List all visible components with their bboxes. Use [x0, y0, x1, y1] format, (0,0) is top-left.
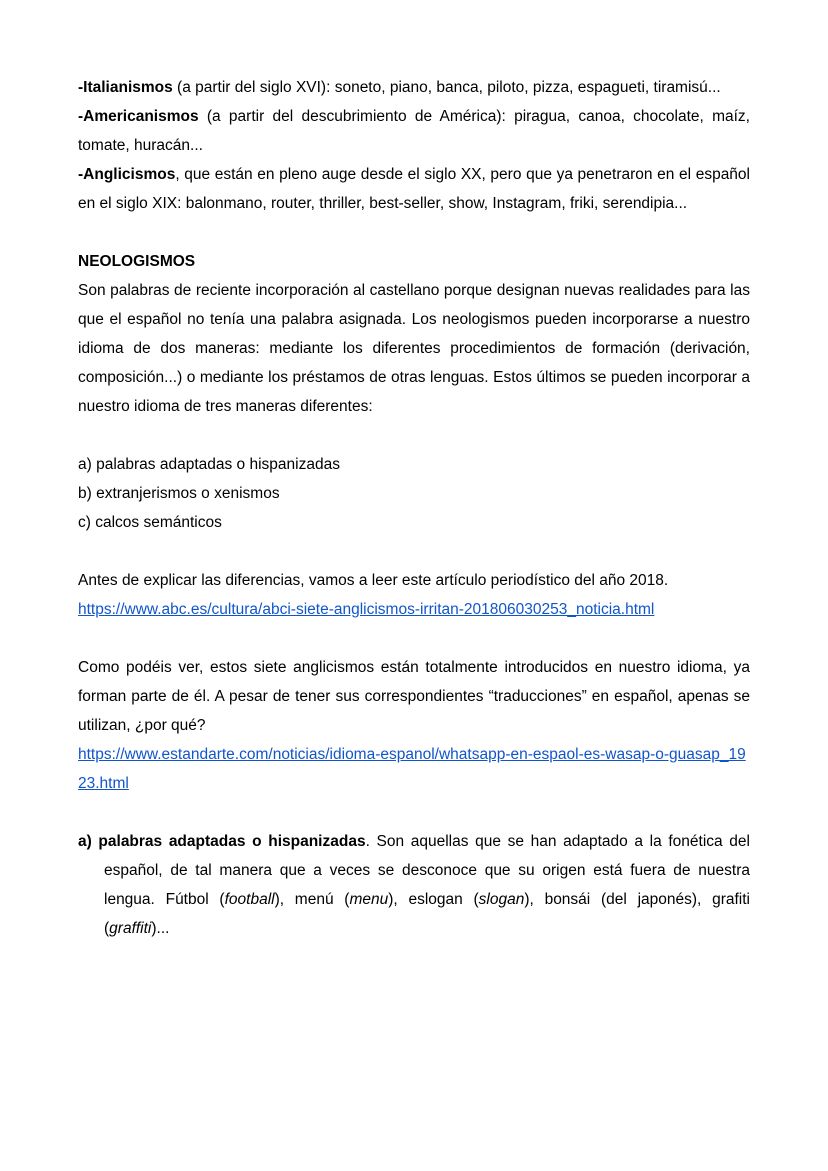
paragraph-spacer [78, 798, 750, 827]
text-segment: football [224, 891, 275, 908]
paragraph-italianismos [78, 73, 750, 102]
text-segment: , que están en pleno auge desde el siglo XX, pero que ya penetraron en el español en el siglo XIX: balonmano, router, thriller, best-seller, show, Instagram, friki, serendipia... [78, 166, 750, 212]
text-segment: )... [151, 920, 170, 937]
abc-article-link[interactable]: https://www.abc.es/cultura/abci-siete-anglicismos-irritan-201806030253_noticia.html [78, 601, 655, 618]
text-segment: a) palabras adaptadas o hispanizadas [78, 833, 366, 850]
paragraph-anglicismos [78, 160, 750, 218]
text-segment: b) extranjerismos o xenismos [78, 485, 280, 502]
list-item-a [78, 450, 750, 479]
text-segment: a) palabras adaptadas o hispanizadas [78, 456, 340, 473]
text-segment: NEOLOGISMOS [78, 253, 196, 270]
text-segment: Como podéis ver, estos siete anglicismos están totalmente introducidos en nuestro idioma, ya forman parte de él. A pesar de tener sus correspondientes “traducciones” en español, apenas se utilizan, ¿por qué? [78, 659, 750, 734]
text-segment: . Son aquellas que se han adaptado a la fonética del español, de tal manera que a veces se desconoce que su origen está fuera de nuestra lengua. Fútbol ( [104, 833, 750, 908]
paragraph-neologismos-definition [78, 276, 750, 421]
list-item-b [78, 479, 750, 508]
paragraph-adapted-words [78, 827, 750, 943]
text-segment: menu [349, 891, 389, 908]
text-segment: (a partir del siglo XVI): soneto, piano, banca, piloto, pizza, espagueti, tiramisú... [172, 79, 721, 96]
link-line-abc [78, 595, 750, 624]
text-segment: ), eslogan ( [388, 891, 479, 908]
text-segment: ), menú ( [274, 891, 350, 908]
list-item-c [78, 508, 750, 537]
paragraph-article-intro [78, 566, 750, 595]
link-line-estandarte [78, 740, 750, 798]
text-segment: ), bonsái (del japonés), grafiti ( [104, 891, 750, 937]
estandarte-article-link[interactable]: https://www.estandarte.com/noticias/idioma-espanol/whatsapp-en-espaol-es-wasap-o-guasap_1923.html [78, 746, 746, 792]
paragraph-spacer [78, 421, 750, 450]
text-segment: c) calcos semánticos [78, 514, 222, 531]
text-segment: (a partir del descubrimiento de América): piragua, canoa, chocolate, maíz, tomate, huracán... [78, 108, 750, 154]
text-segment: Son palabras de reciente incorporación al castellano porque designan nuevas realidades para las que el español no tenía una palabra asignada. Los neologismos pueden incorporarse a nuestro idioma de dos maneras: mediante los diferentes procedimientos de formación (derivación, composición...) o mediante los préstamos de otras lenguas. Estos últimos se pueden incorporar a nuestro idioma de tres maneras diferentes: [78, 282, 750, 415]
paragraph-spacer [78, 218, 750, 247]
text-segment: graffiti [109, 920, 152, 937]
text-segment: Antes de explicar las diferencias, vamos a leer este artículo periodístico del año 2018. [78, 572, 669, 589]
text-segment: slogan [478, 891, 525, 908]
paragraph-americanismos [78, 102, 750, 160]
text-segment: -Anglicismos [78, 166, 176, 183]
paragraph-spacer [78, 537, 750, 566]
text-segment: -Italianismos [78, 79, 173, 96]
paragraph-anglicismos-comment [78, 653, 750, 740]
paragraph-spacer [78, 624, 750, 653]
heading-neologismos [78, 247, 750, 276]
document-content [78, 73, 750, 943]
text-segment: -Americanismos [78, 108, 199, 125]
